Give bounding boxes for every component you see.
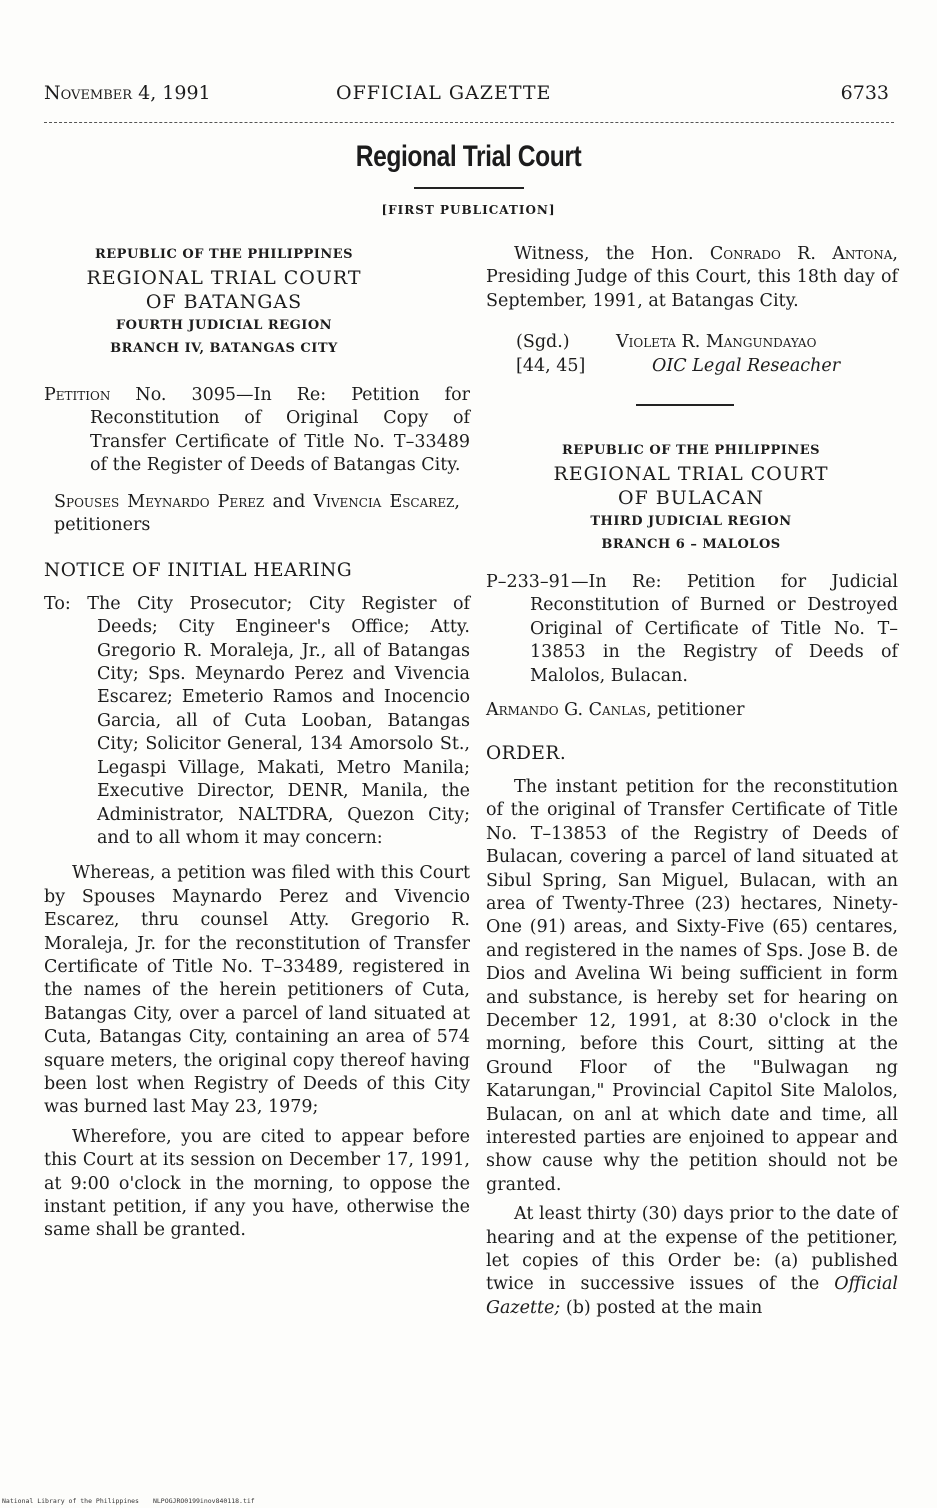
signer-title-line [486, 355, 898, 378]
title-underline [414, 187, 524, 189]
notice-heading: NOTICE OF INITIAL HEARING [44, 560, 353, 582]
signer-name: Violeta R. Mangundayao [616, 332, 817, 353]
caption-province-2: OF BULACAN [618, 487, 764, 510]
issue-date: November 4, 1991 [44, 82, 211, 104]
publication-name: OFFICIAL GAZETTE [336, 82, 552, 104]
caption-court-2: REGIONAL TRIAL COURT [553, 463, 829, 486]
caption-branch-2: BRANCH 6 – MALOLOS [601, 537, 781, 553]
petition-text: No. 3095—In Re: Petition for Reconstitution of Original Copy of Transfer Certificate of Title No. T–33489 of the Register of Deeds of Batangas City. [90, 385, 470, 476]
caption-region: FOURTH JUDICIAL REGION [115, 318, 333, 333]
witness-paragraph [486, 243, 898, 313]
order-p2-pre: At least thirty (30) days prior to the date of hearing and at the expense of the petitioner, let copies of this Order be: (a) published twice in successive issues of the [486, 1204, 898, 1295]
order-paragraph-2 [486, 1203, 898, 1320]
order-heading: ORDER. [486, 743, 567, 765]
order-p2-gazette: Official Gazette; [486, 1274, 898, 1318]
publication-note: [FIRST PUBLICATION] [381, 203, 556, 217]
petitioner-suffix-2: , petitioner [646, 700, 745, 721]
signer-title: OIC Legal Reseacher [652, 355, 841, 376]
signed-label: (Sgd.) [516, 332, 570, 353]
petitioner-name-2: Armando G. Canlas [486, 700, 647, 721]
page-number: 6733 [840, 82, 889, 104]
to-label: To: [44, 593, 71, 614]
signature-block [486, 331, 898, 378]
petition-label: Petition [44, 385, 111, 405]
signature-line [486, 331, 898, 354]
order-p2-post: (b) posted at the main [560, 1297, 763, 1318]
header-divider [44, 122, 894, 123]
notice-batangas [44, 243, 470, 1243]
petitioner-names: Spouses Meynardo Perez [54, 491, 265, 512]
caption-region-2: THIRD JUDICIAL REGION [590, 514, 792, 530]
petitioner-suffix: , petitioners [54, 491, 460, 536]
petitioner-names-2: Vivencia Escarez [313, 491, 455, 512]
addressees [44, 593, 470, 850]
page-header [44, 82, 889, 110]
petitioner-line-2 [486, 699, 898, 722]
caption-republic-2: REPUBLIC OF THE PHILIPPINES [561, 443, 821, 459]
caption-republic: REPUBLIC OF THE PHILIPPINES [94, 247, 354, 262]
scan-footer [2, 1497, 255, 1505]
order-paragraph-1: The instant petition for the reconstitution of the original of Transfer Certificate of Title No. T–13853 of the Registry of Deeds of Bulacan, covering a parcel of land situated at Sibul Spring, San Miguel, Bulacan, with an area of Twenty-Three (23) hectares, Ninety-One (91) areas, and Sixty-Five (65) centares, and registered in the names of Sps. Jose B. de Dios and Avelina Wi being sufficient in form and substance, is hereby set for hearing on December 12, 1991, at 8:30 o'clock in the morning, before this Court, sitting at the Ground Floor of the "Bulwagan ng Katarungan," Provincial Capitol Site Malolos, Bulacan, on anl at which date and time, all interested parties are enjoined to appear and show cause why the petition should not be granted. [486, 776, 898, 1195]
wherefore-paragraph: Wherefore, you are cited to appear before this Court at its session on December 17, 1991, at 9:00 o'clock in the morning, to oppose the instant petition, if any you have, otherwise the same shall be granted. [44, 1126, 470, 1241]
file-id: NLPOGJRO0199inov840118.tif [152, 1497, 255, 1505]
witness-post: , Presiding Judge of this Court, this 18th day of September, 1991, at Batangas City. [486, 244, 898, 311]
section-title: Regional Trial Court [355, 140, 582, 173]
court-caption [44, 243, 404, 360]
whereas-paragraph: Whereas, a petition was filed with this Court by Spouses Maynardo Perez and Vivencio Escarez, thru counsel Atty. Gregorio R. Moraleja, Jr. for the reconstitution of Transfer Certificate of Title No. T–33489, registered in the names of the herein petitioners of Cuta, Batangas City, over a parcel of land situated at Cuta, Batangas City, containing an area of 574 square meters, the original copy thereof having been lost when Registry of Deeds of this City was burned last May 23, 1979; [44, 863, 470, 1118]
notice-separator [636, 404, 734, 406]
library-credit: National Library of the Philippines [2, 1497, 139, 1505]
to-text: The City Prosecutor; City Register of Deeds; City Engineer's Office; Atty. Gregorio R. Moraleja, Jr., all of Batangas City; Sps. Meynardo Perez and Vivencia Escarez; Emeterio Ramos and Inocencio Garcia, all of Cuta Looban, Batangas City; Solicitor General, 134 Amorsolo St., Legaspi Village, Makati, Metro Manila; Executive Director, DENR, Manila, the Administrator, NALTDRA, Quezon City; and to all whom it may concern: [87, 593, 470, 848]
right-column [486, 243, 898, 1320]
petition-title-2: P–233–91—In Re: Petition for Judicial Reconstitution of Burned or Destroyed Original of Certificate of Title No. T–13853 in the Registry of Deeds of Malolos, Bulacan. [486, 572, 898, 686]
caption-court: REGIONAL TRIAL COURT [86, 267, 362, 289]
witness-judge: Conrado R. Antona [709, 244, 893, 264]
caption-province: OF BATANGAS [145, 291, 303, 313]
court-caption-bulacan [486, 439, 896, 556]
petitioners-line [44, 491, 470, 538]
issue-reference: [44, 45] [516, 355, 586, 376]
petitioner-and: and [264, 491, 314, 512]
petition-title [44, 384, 470, 478]
caption-branch: BRANCH IV, BATANGAS CITY [110, 341, 338, 356]
witness-pre: Witness, the Hon. [514, 244, 710, 264]
